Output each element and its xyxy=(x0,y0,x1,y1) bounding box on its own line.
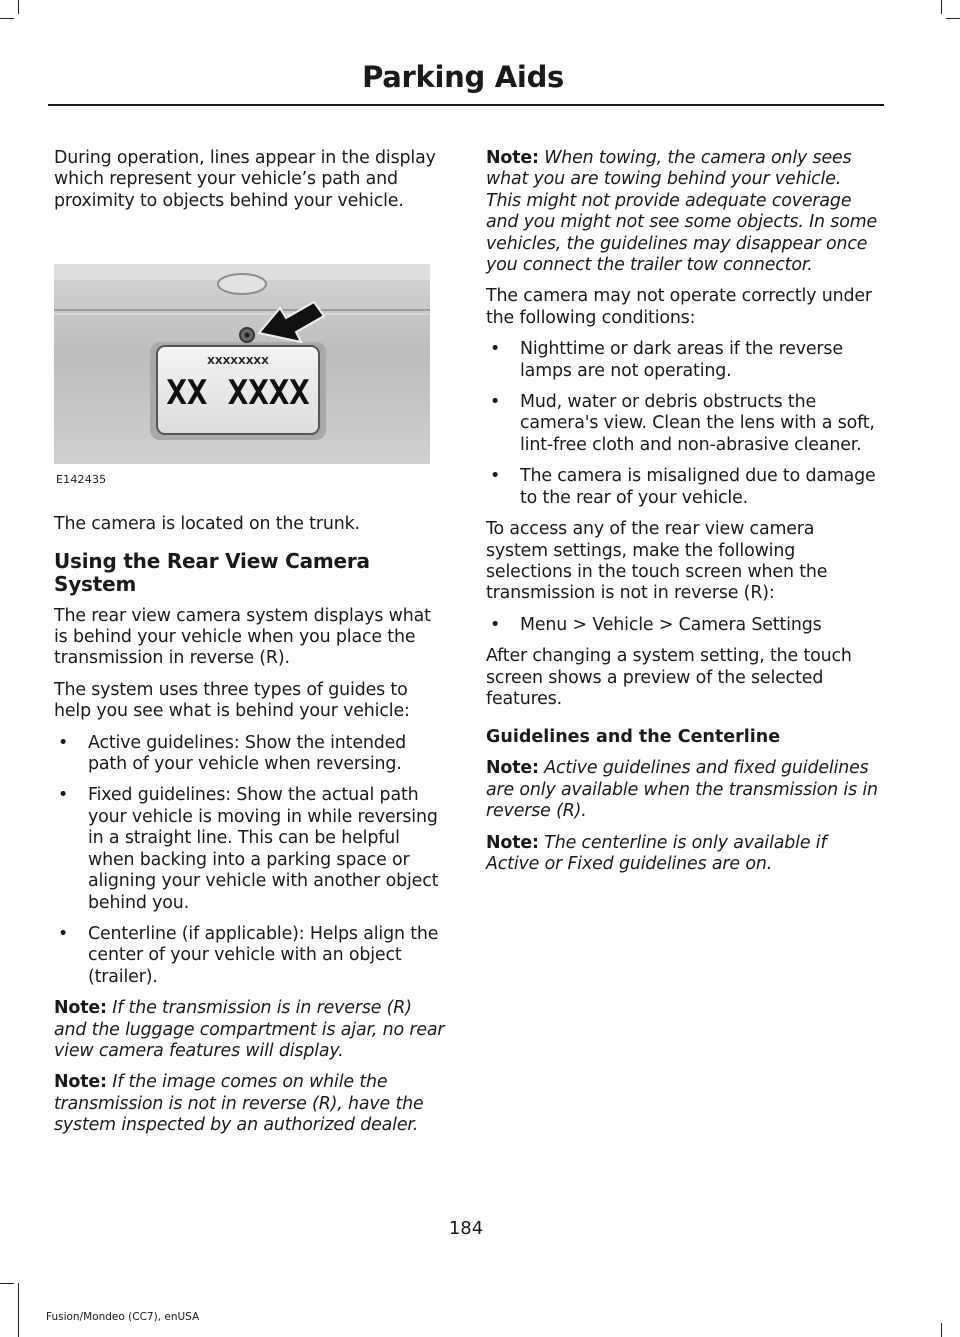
bullet-icon: • xyxy=(490,466,501,487)
note xyxy=(486,758,878,822)
note xyxy=(486,833,878,876)
crop-mark xyxy=(946,18,960,19)
paragraph: After changing a system setting, the touch screen shows a preview of the selected features. xyxy=(486,646,852,709)
note-label: Note: xyxy=(54,998,107,1019)
list-item xyxy=(54,924,446,988)
right-column xyxy=(486,148,878,885)
bullet-icon: • xyxy=(490,339,501,360)
list-item-text: Mud, water or debris obstructs the camera's view. Clean the lens with a soft, lint-free cloth and non-abrasive cleaner. xyxy=(520,392,875,455)
intro-paragraph: During operation, lines appear in the display which represent your vehicle’s path and proximity to objects behind your vehicle. xyxy=(54,148,436,211)
note-text: The centerline is only available if Active or Fixed guidelines are on. xyxy=(486,832,827,874)
camera-location-figure xyxy=(54,264,430,486)
note xyxy=(486,148,878,276)
paragraph: The camera may not operate correctly under the following conditions: xyxy=(486,286,872,328)
list-item xyxy=(54,785,446,913)
note-text: Active guidelines and fixed guidelines are only available when the transmission is in reverse (R). xyxy=(486,758,878,822)
note-label: Note: xyxy=(486,832,539,853)
list-item xyxy=(54,733,446,776)
plate-main-text: XX XXXX xyxy=(166,373,310,414)
list-item-text: Centerline (if applicable): Helps align the center of your vehicle with an object (trailer). xyxy=(88,923,439,987)
list-item-text: Fixed guidelines: Show the actual path your vehicle is moving in while reversing in a straight line. This can be helpful when backing into a parking space or aligning your vehicle with another object behind you. xyxy=(88,785,439,913)
crop-mark xyxy=(18,1283,19,1337)
footer-text: Fusion/Mondeo (CC7), enUSA xyxy=(46,1311,200,1323)
crop-mark xyxy=(0,18,14,19)
list-item-text: The camera is misaligned due to damage to the rear of your vehicle. xyxy=(520,466,876,508)
figure-caption: The camera is located on the trunk. xyxy=(54,514,360,535)
left-column xyxy=(54,148,446,1147)
figure-id: E142435 xyxy=(56,473,107,487)
trunk-illustration xyxy=(54,264,430,486)
paragraph: The rear view camera system displays what is behind your vehicle when you place the transmission in reverse (R). xyxy=(54,605,431,669)
list-item xyxy=(486,392,878,456)
header-divider xyxy=(48,104,884,106)
crop-mark xyxy=(0,1283,14,1284)
bullet-icon: • xyxy=(58,732,69,753)
list-item-text: Active guidelines: Show the intended path of your vehicle when reversing. xyxy=(88,732,407,775)
note xyxy=(54,1072,446,1136)
subsection-heading: Guidelines and the Centerline xyxy=(486,727,781,748)
plate-small-text: XXXXXXXX xyxy=(207,356,269,368)
crop-mark xyxy=(941,0,942,14)
note-label: Note: xyxy=(486,758,539,779)
bullet-icon: • xyxy=(58,923,69,944)
note-text: If the image comes on while the transmission is not in reverse (R), have the system inspected by an authorized dealer. xyxy=(54,1072,424,1136)
crop-mark xyxy=(18,0,19,14)
bullet-icon: • xyxy=(58,785,69,806)
section-heading: Using the Rear View Camera System xyxy=(54,548,370,596)
note-text: If the transmission is in reverse (R) and the luggage compartment is ajar, no rear view camera features will display. xyxy=(54,998,445,1061)
note-label: Note: xyxy=(486,148,539,168)
list-item xyxy=(486,466,878,509)
note xyxy=(54,998,446,1062)
menu-path-item xyxy=(486,615,878,636)
bullet-icon: • xyxy=(490,614,501,635)
note-text: When towing, the camera only sees what you are towing behind your vehicle. This might not provide adequate coverage and you might not see some objects. In some vehicles, the guidelines may disappear once you connect the trailer tow connector. xyxy=(486,148,878,276)
bullet-icon: • xyxy=(490,392,501,413)
crop-mark xyxy=(941,1323,942,1337)
note-label: Note: xyxy=(54,1072,107,1093)
list-item xyxy=(486,339,878,382)
paragraph: The system uses three types of guides to help you see what is behind your vehicle: xyxy=(54,679,410,722)
page-number: 184 xyxy=(448,1218,484,1239)
page-title: Parking Aids xyxy=(362,60,564,94)
list-item-text: Nighttime or dark areas if the reverse lamps are not operating. xyxy=(520,339,843,381)
paragraph: To access any of the rear view camera system settings, make the following selections in the touch screen when the transmission is not in reverse (R): xyxy=(486,519,828,604)
menu-path-text: Menu > Vehicle > Camera Settings xyxy=(520,614,822,635)
